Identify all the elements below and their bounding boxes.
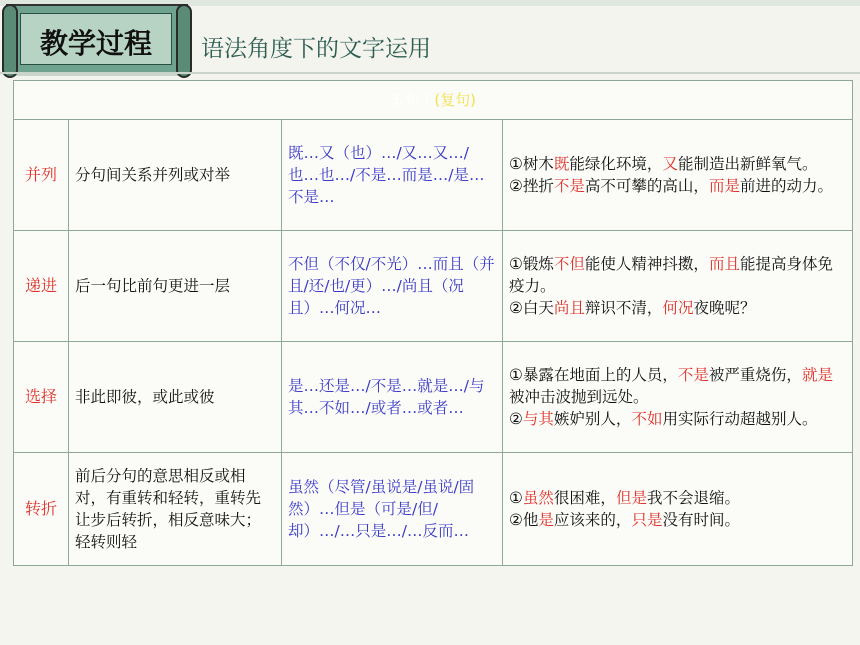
example-text: ②白天 [509, 299, 554, 317]
example-cell [503, 120, 853, 231]
example-text: 没有时间。 [662, 511, 740, 529]
example-text: ①树木 [509, 155, 554, 173]
subtitle: 语法角度下的文字运用 [201, 36, 431, 62]
conjunction-highlight: 不是 [553, 177, 585, 195]
conjunction-highlight: 何况 [662, 299, 694, 317]
pattern-cell: 既…又（也）…/又…又…/也…也…/不是…而是…/是…不是… [282, 120, 503, 231]
table-header-row [14, 81, 853, 120]
lesson-title: 教学过程 [39, 27, 152, 60]
description-cell: 分句间关系并列或对举 [69, 120, 282, 231]
category-cell-alternative: 选择 [14, 342, 69, 453]
description-cell: 后一句比前句更进一层 [69, 231, 282, 342]
scroll-roll-left-icon [2, 4, 18, 78]
example-text: 前进的动力。 [739, 177, 833, 195]
description-cell: 前后分句的意思相反或相对，有重转和轻转，重转先让步后转折，相反意味大；轻转则轻 [69, 453, 282, 566]
conjunction-highlight: 又 [662, 155, 678, 173]
example-text: 能使人精神抖擞， [584, 255, 709, 273]
table-row [14, 120, 853, 231]
conjunction-highlight: 而是 [708, 177, 740, 195]
title-scroll [6, 4, 188, 74]
title-scroll-inner [20, 13, 172, 65]
example-text: 用实际行动超越别人。 [662, 410, 818, 428]
example-cell [503, 342, 853, 453]
description-cell: 非此即彼，或此或彼 [69, 342, 282, 453]
conjunction-highlight: 不是 [677, 366, 709, 384]
header-divider [0, 72, 860, 74]
conjunction-highlight: 尚且 [553, 299, 585, 317]
conjunction-highlight: 不但 [553, 255, 585, 273]
conjunction-highlight: 但是 [615, 489, 647, 507]
example-cell [503, 231, 853, 342]
conjunction-highlight: 就是 [801, 366, 833, 384]
example-text: 被冲击波抛到远处。 [509, 388, 649, 406]
example-text: ①暴露在地面上的人员， [509, 366, 678, 384]
example-text: ① [509, 489, 523, 507]
table-heading [14, 81, 853, 120]
pattern-cell: 是…还是…/不是…就是…/与其…不如…/或者…或者… [282, 342, 503, 453]
example-text: ①锻炼 [509, 255, 554, 273]
table-heading-prefix: 3.句子 [390, 91, 435, 109]
conjunction-highlight: 不如 [631, 410, 663, 428]
category-cell-progressive: 递进 [14, 231, 69, 342]
grammar-table [13, 80, 853, 566]
example-text: 辩识不清， [584, 299, 663, 317]
category-cell-coordinate: 并列 [14, 120, 69, 231]
example-text: ②挫折 [509, 177, 554, 195]
conjunction-highlight: 与其 [522, 410, 554, 428]
conjunction-highlight: 是 [538, 511, 554, 529]
example-text: 能提高身体免疫力。 [509, 255, 833, 295]
example-text: 很困难， [553, 489, 616, 507]
scroll-roll-right-icon [176, 4, 192, 78]
example-text: 能制造出新鲜氧气。 [677, 155, 818, 173]
example-text: 夜晚呢？ [693, 299, 756, 317]
example-text: ②他 [509, 511, 539, 529]
category-cell-adversative: 转折 [14, 453, 69, 566]
pattern-cell: 虽然（尽管/虽说是/虽说/固然）…但是（可是/但/却）…/…只是…/…反而… [282, 453, 503, 566]
example-text: ② [509, 410, 523, 428]
table-row [14, 231, 853, 342]
example-text: 被严重烧伤， [708, 366, 802, 384]
example-text: 嫉妒别人， [553, 410, 632, 428]
conjunction-highlight: 而且 [708, 255, 740, 273]
example-text: 高不可攀的高山， [584, 177, 709, 195]
conjunction-highlight: 虽然 [522, 489, 554, 507]
example-text: 能绿化环境， [569, 155, 663, 173]
example-cell [503, 453, 853, 566]
conjunction-highlight: 只是 [631, 511, 663, 529]
pattern-cell: 不但（不仅/不光）…而且（并且/还/也/更）…/尚且（况且）…何况… [282, 231, 503, 342]
conjunction-highlight: 既 [553, 155, 570, 173]
example-text: 我不会退缩。 [646, 489, 740, 507]
table-row [14, 453, 853, 566]
example-text: 应该来的， [553, 511, 632, 529]
table-row [14, 342, 853, 453]
table-heading-highlight: (复句) [434, 91, 477, 109]
